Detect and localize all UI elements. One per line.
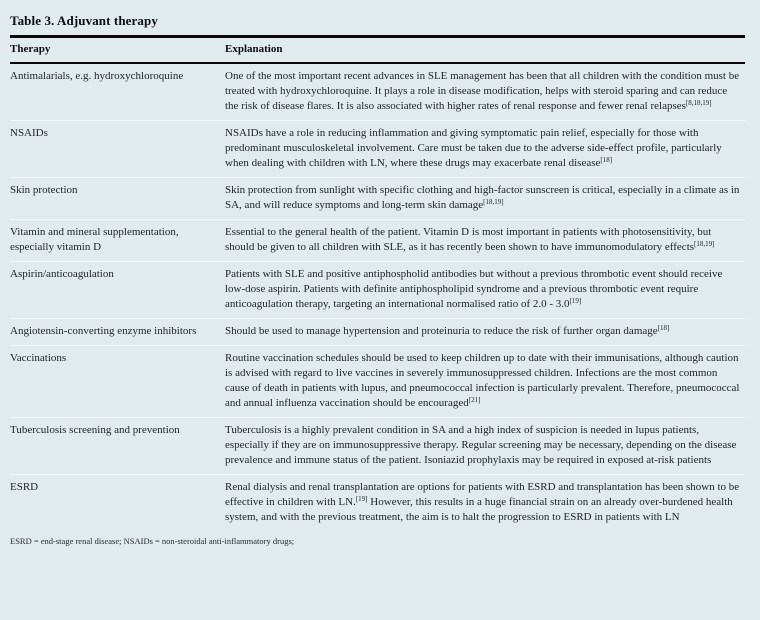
therapy-cell: Skin protection bbox=[10, 184, 78, 196]
table-row-nsaids bbox=[10, 120, 745, 177]
explanation-cell: NSAIDs have a role in reducing inflammation and giving symptomatic pain relief, especially for those with predominant musculoskeletal involvement. Care must be taken due to the adverse side-effect profile, particularly when dealing with children with LN, where these drugs may exacerbate renal disease[18] bbox=[225, 127, 722, 169]
therapy-cell: Antimalarials, e.g. hydroxychloroquine bbox=[10, 70, 184, 82]
explanation-cell: Patients with SLE and positive antiphospholid antibodies but without a previous thrombotic event should receive low-dose aspirin. Patients with definite antiphospholipid syndrome and a previous thrombotic event require anticoagulation therapy, targeting an international normalised ratio of 2.0 - 3.0[19] bbox=[225, 268, 723, 310]
therapy-cell: Vaccinations bbox=[10, 352, 67, 364]
explanation-cell: Essential to the general health of the patient. Vitamin D is most important in patients with photosensitivity, but should be given to all children with SLE, as it has recently been shown to have immunomodulatory effects[18,19] bbox=[225, 226, 715, 253]
explanation-cell: Tuberculosis is a highly prevalent condition in SA and a high index of suspicion is needed in lupus patients, especially if they are on immunosuppressive therapy. Regular screening may be necessary, depending on the disease prevalence and immune status of the patient. Isoniazid prophylaxis may be required in exposed at-risk patients bbox=[225, 424, 737, 466]
therapy-cell: Tuberculosis screening and prevention bbox=[10, 424, 180, 436]
table-row-vitamin-supplementation bbox=[10, 219, 745, 261]
therapy-cell: Aspirin/anticoagulation bbox=[10, 268, 114, 280]
table-header-row bbox=[10, 38, 745, 62]
table-row-aspirin-anticoagulation bbox=[10, 261, 745, 318]
therapy-cell: NSAIDs bbox=[10, 127, 48, 139]
explanation-cell: Renal dialysis and renal transplantation are options for patients with ESRD and transplantation has been shown to be effective in children with LN.[19] However, this results in a huge financial strain on an already over-burdened health system, and with the previous treatment, the aim is to halt the progression to ESRD in patients with LN bbox=[225, 481, 740, 523]
table-body bbox=[10, 64, 745, 531]
table-footnote: ESRD = end-stage renal disease; NSAIDs = non-steroidal anti-inflammatory drugs; bbox=[10, 536, 295, 546]
table-row-esrd bbox=[10, 474, 745, 531]
therapy-cell: ESRD bbox=[10, 481, 39, 493]
table-row-tb-screening bbox=[10, 417, 745, 474]
table-row-vaccinations bbox=[10, 345, 745, 417]
explanation-cell: Routine vaccination schedules should be used to keep children up to date with their immunisations, although caution is advised with regard to live vaccines in severely immunosuppressed children. Infections are the most common cause of death in patients with lupus, and pneumococcal infection is particularly prevalent. Therefore, pneumococcal and annual influenza vaccination should be encouraged[21] bbox=[225, 352, 740, 409]
column-header-explanation: Explanation bbox=[225, 43, 283, 55]
column-header-therapy: Therapy bbox=[10, 43, 51, 55]
table-row-antimalarials bbox=[10, 64, 745, 120]
therapy-cell: Vitamin and mineral supplementation, especially vitamin D bbox=[10, 226, 179, 253]
explanation-cell: Should be used to manage hypertension and proteinuria to reduce the risk of further organ damage[18] bbox=[225, 324, 670, 337]
table-row-ace-inhibitors bbox=[10, 318, 745, 345]
explanation-cell: One of the most important recent advances in SLE management has been that all children with the condition must be treated with hydroxychloroquine. It plays a role in disease modification, helps with steroid sparing and can reduce the risk of disease flares. It is also associated with higher rates of renal response and fewer renal relapses[8,18,19] bbox=[225, 70, 740, 112]
explanation-cell: Skin protection from sunlight with specific clothing and high-factor sunscreen is critical, especially in a climate as in SA, and will reduce symptoms and long-term skin damage[18,19] bbox=[225, 184, 740, 211]
table-row-skin-protection bbox=[10, 177, 745, 219]
table-title: Table 3. Adjuvant therapy bbox=[10, 13, 158, 28]
therapy-cell: Angiotensin-converting enzyme inhibitors bbox=[10, 325, 197, 337]
